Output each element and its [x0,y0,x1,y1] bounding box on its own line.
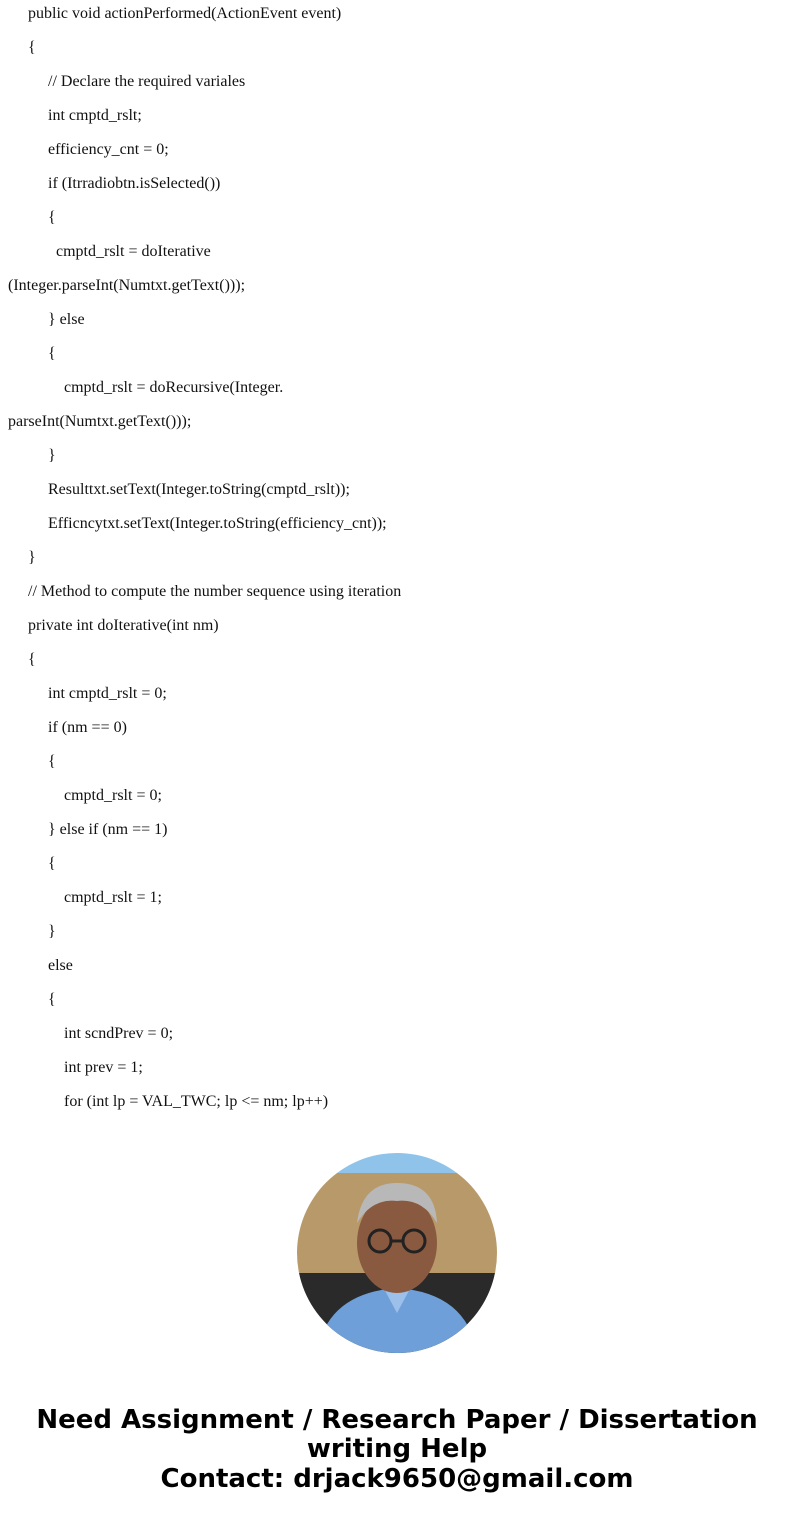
code-line: { [48,991,56,1008]
footer-contact: Contact: drjack9650@gmail.com [160,1464,634,1494]
code-line: int scndPrev = 0; [64,1025,174,1042]
code-line: int cmptd_rslt; [48,107,142,124]
code-line: public void actionPerformed(ActionEvent event) [28,5,342,22]
person-icon [297,1153,497,1353]
code-line: // Declare the required variales [48,73,246,90]
code-line: { [48,209,56,226]
code-line: if (Itrradiobtn.isSelected()) [48,175,221,192]
code-line: (Integer.parseInt(Numtxt.getText())); [8,277,246,294]
code-line: else [48,957,73,974]
code-line: } else if (nm == 1) [48,821,168,838]
code-line: { [48,345,56,362]
code-line: { [28,39,36,56]
code-line: } else [48,311,85,328]
code-line: cmptd_rslt = 1; [64,889,162,906]
code-line: if (nm == 0) [48,719,127,736]
footer-subline: writing Help [306,1434,488,1464]
code-line: Efficncytxt.setText(Integer.toString(efficiency_cnt)); [48,515,387,532]
code-line: cmptd_rslt = doIterative [56,243,211,260]
footer-headline: Need Assignment / Research Paper / Dissertation [36,1405,758,1435]
code-line: // Method to compute the number sequence using iteration [28,583,402,600]
code-line: cmptd_rslt = 0; [64,787,162,804]
code-line: efficiency_cnt = 0; [48,141,169,158]
code-line: private int doIterative(int nm) [28,617,219,634]
code-line: for (int lp = VAL_TWC; lp <= nm; lp++) [64,1093,329,1110]
code-line: } [48,447,56,464]
code-line: parseInt(Numtxt.getText())); [8,413,192,430]
author-photo [297,1153,497,1353]
code-line: cmptd_rslt = doRecursive(Integer. [64,379,284,396]
code-line: { [28,651,36,668]
code-line: } [48,923,56,940]
code-line: { [48,753,56,770]
code-line: { [48,855,56,872]
code-line: int cmptd_rslt = 0; [48,685,167,702]
code-line: Resulttxt.setText(Integer.toString(cmptd_rslt)); [48,481,350,498]
code-line: int prev = 1; [64,1059,143,1076]
code-line: } [28,549,36,566]
